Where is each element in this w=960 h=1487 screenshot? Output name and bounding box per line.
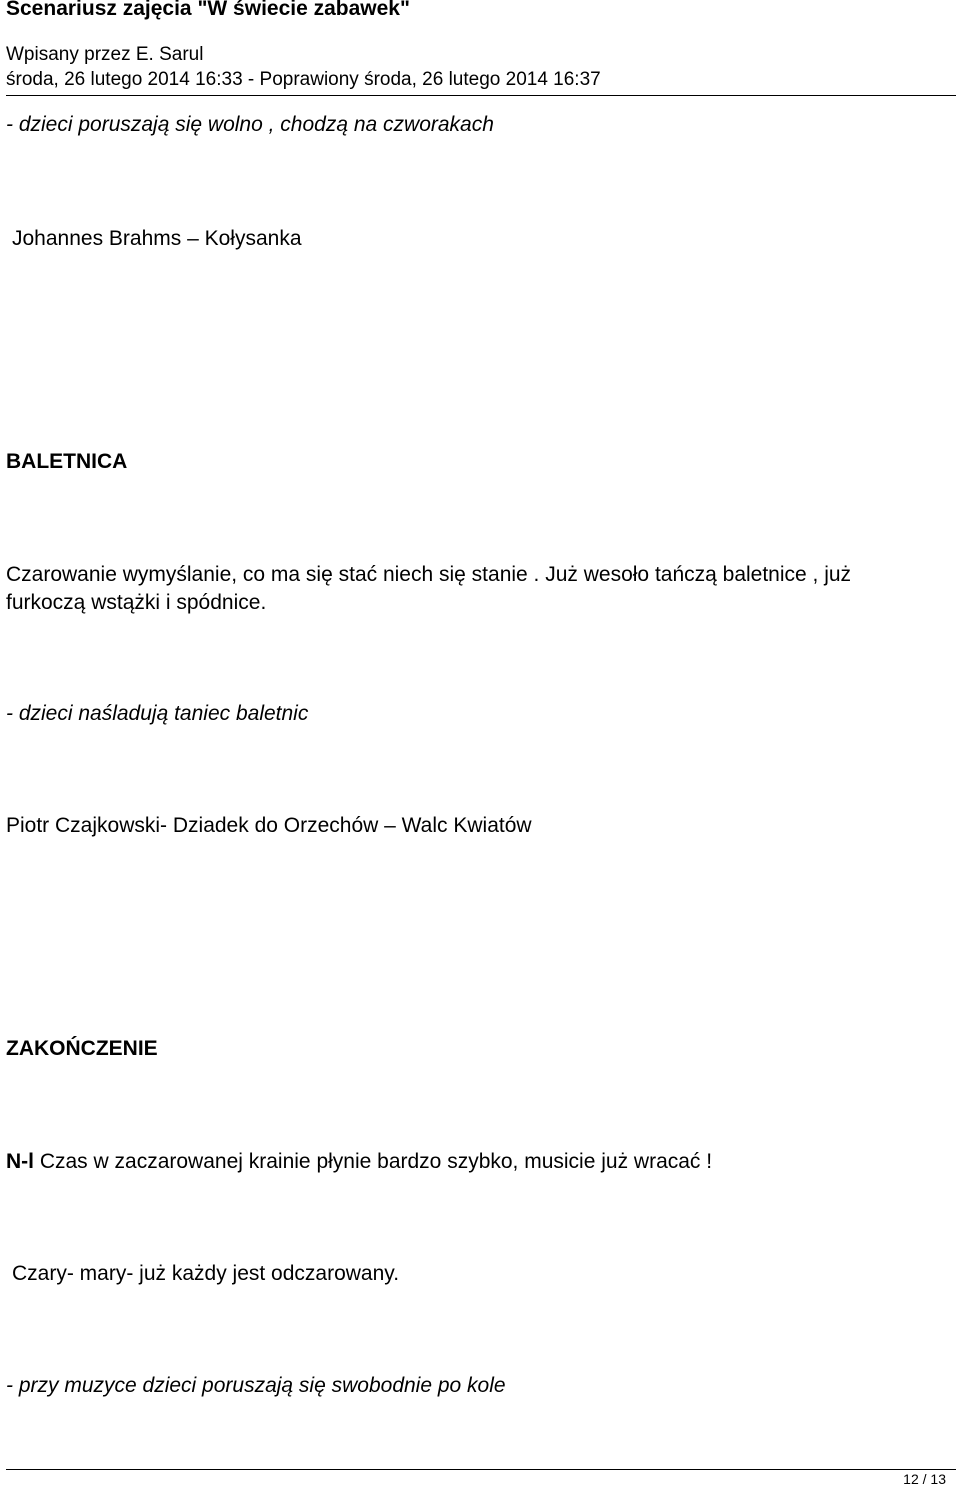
teacher-line-text: Czas w zaczarowanej krainie płynie bardzo szybko, musicie już wracać ! xyxy=(34,1150,713,1173)
instruction-crawl: - dzieci poruszają się wolno , chodzą na czworakach xyxy=(6,113,494,136)
author-line: Wpisany przez E. Sarul xyxy=(6,44,204,65)
music-brahms: Johannes Brahms – Kołysanka xyxy=(12,227,302,250)
page-title: Scenariusz zajęcia "W świecie zabawek" xyxy=(6,0,410,20)
section-heading-baletnica: BALETNICA xyxy=(6,450,128,473)
instruction-circle: - przy muzyce dzieci poruszają się swobodnie po kole xyxy=(6,1374,506,1397)
speaker-label: N-l xyxy=(6,1150,34,1173)
spell-line: Czary- mary- już każdy jest odczarowany. xyxy=(12,1262,400,1285)
header-divider xyxy=(6,95,956,96)
music-czajkowski: Piotr Czajkowski- Dziadek do Orzechów – Walc Kwiatów xyxy=(6,814,532,837)
date-line: środa, 26 lutego 2014 16:33 - Poprawiony środa, 26 lutego 2014 16:37 xyxy=(6,69,601,90)
instruction-imitate-dance: - dzieci naśladują taniec baletnic xyxy=(6,702,309,725)
page-number: 12 / 13 xyxy=(903,1471,946,1487)
paragraph-czarowanie: Czarowanie wymyślanie, co ma się stać niech się stanie . Już wesoło tańczą baletnice , już furkoczą wstążki i spódnice. xyxy=(6,563,852,614)
footer-divider xyxy=(6,1469,956,1470)
section-heading-zakonczenie: ZAKOŃCZENIE xyxy=(6,1037,158,1060)
teacher-line xyxy=(6,1150,712,1174)
